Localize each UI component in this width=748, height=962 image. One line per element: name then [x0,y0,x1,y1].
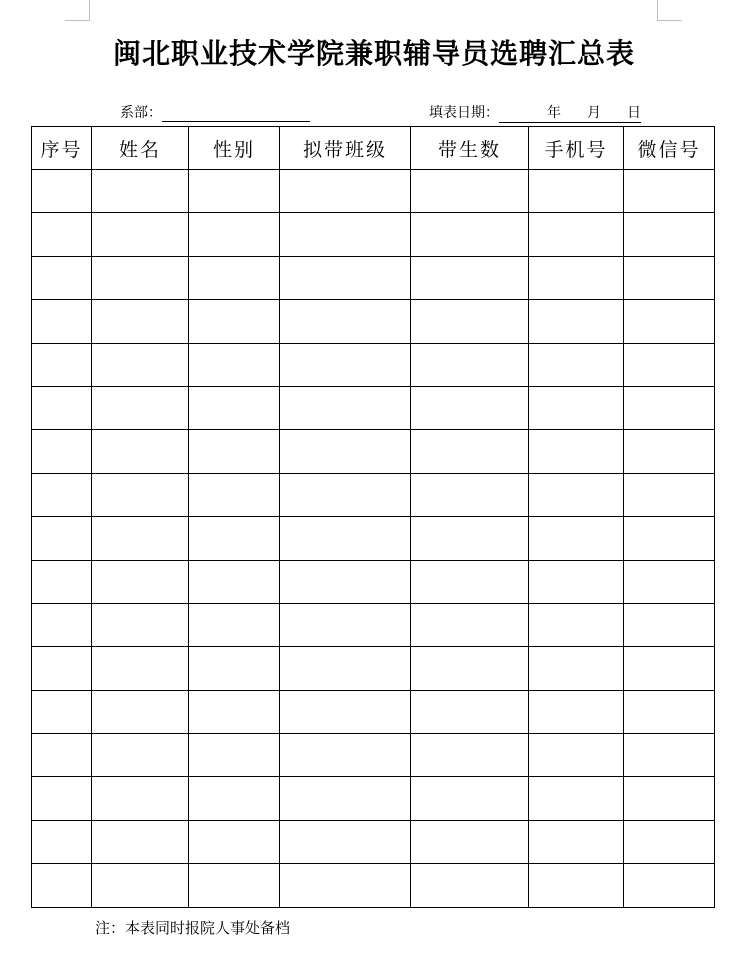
table-cell[interactable] [411,430,529,473]
table-cell[interactable] [32,864,92,907]
table-row [32,690,715,733]
table-row [32,734,715,777]
table-cell[interactable] [32,300,92,343]
table-cell[interactable] [624,864,715,907]
table-cell[interactable] [411,820,529,863]
table-cell[interactable] [92,820,189,863]
table-cell[interactable] [411,647,529,690]
table-cell[interactable] [529,473,624,516]
column-header-name: 姓名 [92,127,189,170]
table-cell[interactable] [624,473,715,516]
table-cell[interactable] [189,386,280,429]
table-cell[interactable] [624,647,715,690]
table-cell[interactable] [32,343,92,386]
table-cell[interactable] [411,690,529,733]
table-cell[interactable] [411,300,529,343]
table-cell[interactable] [280,820,411,863]
table-cell[interactable] [32,170,92,213]
department-field [120,102,310,122]
table-cell[interactable] [411,473,529,516]
table-cell[interactable] [529,560,624,603]
table-row [32,343,715,386]
table-cell[interactable] [624,517,715,560]
table-cell[interactable] [92,734,189,777]
table-cell[interactable] [92,430,189,473]
table-cell[interactable] [280,473,411,516]
table-cell[interactable] [624,213,715,256]
table-cell[interactable] [624,777,715,820]
table-cell[interactable] [92,560,189,603]
table-cell[interactable] [411,560,529,603]
table-row [32,864,715,907]
table-cell[interactable] [280,213,411,256]
table-cell[interactable] [280,517,411,560]
table-cell[interactable] [32,820,92,863]
table-row [32,560,715,603]
table-cell[interactable] [32,690,92,733]
table-cell[interactable] [32,256,92,299]
table-cell[interactable] [92,647,189,690]
table-cell[interactable] [280,647,411,690]
table-cell[interactable] [529,647,624,690]
table-cell[interactable] [624,343,715,386]
month-label: 月 [587,105,601,121]
table-cell[interactable] [624,603,715,646]
table-cell[interactable] [189,603,280,646]
table-cell[interactable] [411,864,529,907]
table-row [32,517,715,560]
table-cell[interactable] [32,777,92,820]
table-cell[interactable] [189,820,280,863]
footnote: 注：本表同时报院人事处备档 [95,919,291,937]
column-header-class: 拟带班级 [280,127,411,170]
table-row [32,386,715,429]
table-cell[interactable] [529,170,624,213]
table-cell[interactable] [529,213,624,256]
table-cell[interactable] [529,430,624,473]
table-cell[interactable] [624,820,715,863]
table-cell[interactable] [624,430,715,473]
column-header-student-count: 带生数 [411,127,529,170]
table-row [32,213,715,256]
fill-date-field [429,102,641,123]
table-cell[interactable] [529,820,624,863]
table-cell[interactable] [92,170,189,213]
header-row [32,127,715,170]
table-cell[interactable] [411,734,529,777]
table-cell[interactable] [92,343,189,386]
table-cell[interactable] [529,864,624,907]
table-cell[interactable] [529,517,624,560]
table-cell[interactable] [189,300,280,343]
table-row [32,647,715,690]
table-cell[interactable] [189,473,280,516]
table-cell[interactable] [624,300,715,343]
table-cell[interactable] [189,256,280,299]
table-cell[interactable] [189,213,280,256]
table-cell[interactable] [92,386,189,429]
table-cell[interactable] [624,690,715,733]
year-label: 年 [547,105,561,121]
table-cell[interactable] [529,256,624,299]
table-cell[interactable] [189,647,280,690]
table-cell[interactable] [32,430,92,473]
table-cell[interactable] [280,690,411,733]
table-cell[interactable] [529,300,624,343]
table-cell[interactable] [92,864,189,907]
table-cell[interactable] [92,517,189,560]
table-row [32,820,715,863]
table-cell[interactable] [32,647,92,690]
table-cell[interactable] [280,603,411,646]
table-cell[interactable] [92,777,189,820]
department-label: 系部： [120,105,162,121]
table-cell[interactable] [189,560,280,603]
table-row [32,777,715,820]
table-cell[interactable] [280,300,411,343]
table-row [32,473,715,516]
table-cell[interactable] [529,690,624,733]
table-cell[interactable] [280,864,411,907]
table-cell[interactable] [624,256,715,299]
column-header-wechat: 微信号 [624,127,715,170]
table-cell[interactable] [280,256,411,299]
table-cell[interactable] [280,343,411,386]
table-cell[interactable] [529,386,624,429]
table-cell[interactable] [189,864,280,907]
table-cell[interactable] [92,603,189,646]
table-cell[interactable] [32,386,92,429]
table-cell[interactable] [411,343,529,386]
table-cell[interactable] [280,170,411,213]
table-cell[interactable] [411,386,529,429]
table-cell[interactable] [411,256,529,299]
table-cell[interactable] [189,777,280,820]
summary-table [31,126,715,908]
table-cell[interactable] [32,734,92,777]
day-label: 日 [627,105,641,121]
table-cell[interactable] [280,734,411,777]
table-cell[interactable] [32,213,92,256]
table-cell[interactable] [411,603,529,646]
table-row [32,603,715,646]
table-cell[interactable] [280,777,411,820]
table-cell[interactable] [624,560,715,603]
table-cell[interactable] [189,517,280,560]
table-cell[interactable] [189,734,280,777]
table-cell[interactable] [92,300,189,343]
table-cell[interactable] [529,603,624,646]
table-cell[interactable] [32,473,92,516]
table-cell[interactable] [189,430,280,473]
table-cell[interactable] [189,690,280,733]
table-cell[interactable] [189,343,280,386]
table-row [32,430,715,473]
table-cell[interactable] [529,343,624,386]
table-cell[interactable] [280,386,411,429]
date-blank[interactable] [499,102,641,123]
date-label: 填表日期： [429,105,499,121]
table-cell[interactable] [92,473,189,516]
page-corner-mark-right [657,0,682,21]
table-body [32,170,715,908]
table-cell[interactable] [280,430,411,473]
table-cell[interactable] [411,517,529,560]
table-cell[interactable] [280,560,411,603]
table-cell[interactable] [189,170,280,213]
table-cell[interactable] [411,777,529,820]
document-title: 闽北职业技术学院兼职辅导员选聘汇总表 [112,37,635,70]
table-cell[interactable] [32,560,92,603]
table-cell[interactable] [624,386,715,429]
table-cell[interactable] [529,777,624,820]
column-header-gender: 性别 [189,127,280,170]
table-row [32,256,715,299]
table-cell[interactable] [529,734,624,777]
column-header-index: 序号 [32,127,92,170]
table-cell[interactable] [92,213,189,256]
table-cell[interactable] [32,517,92,560]
table-cell[interactable] [92,690,189,733]
department-blank[interactable] [162,105,310,122]
table-row [32,170,715,213]
table-cell[interactable] [411,170,529,213]
column-header-phone: 手机号 [529,127,624,170]
page-corner-mark-left [65,0,90,21]
table-cell[interactable] [624,734,715,777]
table-row [32,300,715,343]
table-cell[interactable] [624,170,715,213]
table-cell[interactable] [32,603,92,646]
table-cell[interactable] [411,213,529,256]
table-cell[interactable] [92,256,189,299]
